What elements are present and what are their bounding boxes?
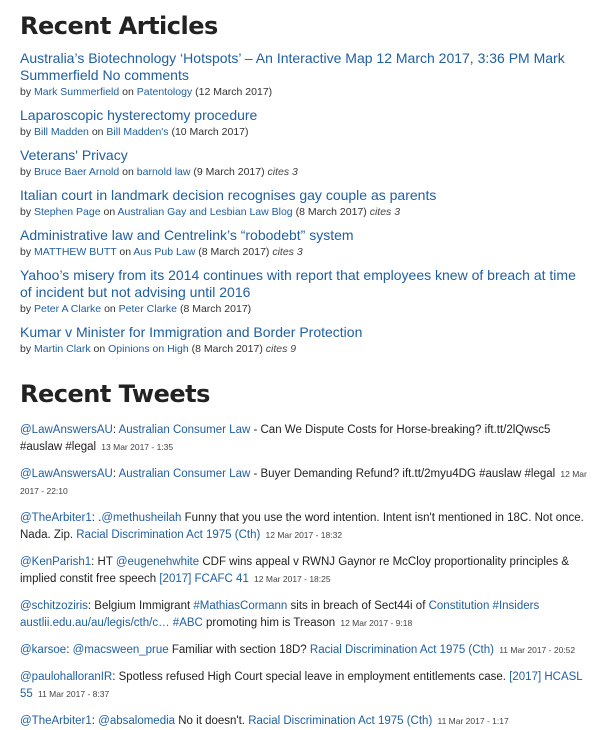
article-item bbox=[20, 147, 589, 179]
article-date: (9 March 2017) bbox=[193, 166, 265, 178]
tweet-item bbox=[20, 466, 589, 500]
tweet-text: : bbox=[91, 715, 99, 727]
article-cites: cites 3 bbox=[272, 246, 303, 258]
author-link[interactable]: Bill Madden bbox=[34, 126, 89, 138]
tweet-item bbox=[20, 598, 589, 632]
tweet-item bbox=[20, 642, 589, 659]
article-title-link[interactable]: Italian court in landmark decision recognises gay couple as parents bbox=[20, 187, 437, 203]
author-link[interactable]: Mark Summerfield bbox=[34, 86, 120, 98]
by-label: by bbox=[20, 126, 32, 138]
tweet-link[interactable]: @methusheilah bbox=[101, 512, 182, 524]
tweet-link[interactable]: #Insiders bbox=[492, 600, 540, 612]
tweet-text: Familiar with section 18D? bbox=[168, 644, 310, 656]
article-meta bbox=[20, 85, 589, 99]
author-link[interactable]: Martin Clark bbox=[34, 343, 91, 355]
article-item bbox=[20, 227, 589, 259]
article-title-link[interactable]: Administrative law and Centrelink’s “robodebt” system bbox=[20, 227, 354, 243]
tweet-time: 12 Mar 2017 - 18:25 bbox=[254, 574, 331, 584]
tweet-link[interactable]: Australian Consumer Law bbox=[118, 424, 251, 436]
article-date: (8 March 2017) bbox=[191, 343, 263, 355]
tweet-text: : bbox=[66, 644, 73, 656]
article-date: (8 March 2017) bbox=[179, 303, 252, 315]
tweet-time: 12 Mar 2017 - 18:32 bbox=[265, 530, 343, 540]
article-meta bbox=[20, 245, 589, 259]
on-label: on bbox=[104, 303, 116, 315]
article-item bbox=[20, 107, 589, 139]
article-title-link[interactable]: Kumar v Minister for Immigration and Border Protection bbox=[20, 324, 363, 340]
on-label: on bbox=[122, 86, 134, 98]
article-item bbox=[20, 187, 589, 219]
tweet-text: : HT bbox=[91, 556, 116, 568]
by-label: by bbox=[20, 343, 32, 355]
tweet-user-link[interactable]: @TheArbiter1 bbox=[20, 512, 92, 524]
by-label: by bbox=[20, 86, 32, 98]
author-link[interactable]: Bruce Baer Arnold bbox=[34, 166, 120, 178]
author-link[interactable]: Stephen Page bbox=[34, 206, 101, 218]
tweet-item bbox=[20, 554, 589, 588]
tweets-heading: Recent Tweets bbox=[20, 380, 210, 408]
author-link[interactable]: MATTHEW BUTT bbox=[34, 246, 117, 258]
article-item bbox=[20, 267, 589, 316]
tweet-text: CDF wins appeal v RWNJ Gaynor re McCloy proportionality principles & implied constit free speech bbox=[20, 556, 569, 585]
blog-link[interactable]: Patentology bbox=[136, 86, 193, 98]
tweet-time: 12 Mar 2017 - 22:10 bbox=[20, 469, 587, 496]
blog-link[interactable]: barnold law bbox=[136, 166, 191, 178]
article-title-link[interactable]: Australia’s Biotechnology ‘Hotspots’ – An Interactive Map 12 March 2017, 3:36 PM Mark Summerfield No comments bbox=[20, 50, 565, 83]
article-date: (10 March 2017) bbox=[171, 126, 249, 138]
article-meta bbox=[20, 342, 589, 356]
tweet-text: : Spotless refused High Court special leave in employment entitlements case. bbox=[112, 671, 510, 683]
article-cites: cites 3 bbox=[267, 166, 298, 178]
articles-heading: Recent Articles bbox=[20, 12, 218, 40]
tweet-time: 11 Mar 2017 - 8:37 bbox=[38, 689, 110, 699]
tweet-user-link[interactable]: @KenParish1 bbox=[20, 556, 92, 568]
on-label: on bbox=[93, 343, 106, 355]
by-label: by bbox=[20, 246, 32, 258]
article-item bbox=[20, 50, 589, 99]
tweet-time: 11 Mar 2017 - 1:17 bbox=[437, 716, 509, 726]
article-meta bbox=[20, 302, 589, 316]
blog-link[interactable]: Bill Madden's bbox=[106, 126, 169, 138]
tweet-link[interactable]: #MathiasCormann bbox=[193, 600, 288, 612]
tweet-item bbox=[20, 669, 589, 703]
tweet-user-link[interactable]: @karsoe bbox=[20, 644, 67, 656]
on-label: on bbox=[122, 166, 134, 178]
article-title-link[interactable]: Laparoscopic hysterectomy procedure bbox=[20, 107, 258, 123]
tweet-text: No it doesn't. bbox=[175, 715, 249, 727]
tweet-text: : . bbox=[91, 512, 102, 524]
tweet-user-link[interactable]: @TheArbiter1 bbox=[20, 715, 92, 727]
tweet-time: 11 Mar 2017 - 20:52 bbox=[499, 645, 576, 655]
author-link[interactable]: Peter A Clarke bbox=[34, 303, 102, 315]
tweet-text: - Buyer Demanding Refund? ift.tt/2myu4DG #auslaw #legal bbox=[250, 468, 556, 480]
tweet-item bbox=[20, 422, 589, 456]
tweet-link[interactable]: @macsween_prue bbox=[72, 644, 169, 656]
by-label: by bbox=[20, 206, 32, 218]
article-title-link[interactable]: Yahoo’s misery from its 2014 continues with report that employees knew of breach at time of incident but not advising until 2016 bbox=[20, 267, 576, 300]
tweet-link[interactable]: [2017] HCASL 55 bbox=[20, 671, 583, 700]
tweet-item bbox=[20, 510, 589, 544]
tweet-text: promoting him is Treason bbox=[202, 617, 336, 629]
on-label: on bbox=[103, 206, 116, 218]
tweet-link[interactable]: [2017] FCAFC 41 bbox=[159, 573, 249, 585]
tweet-link[interactable]: Racial Discrimination Act 1975 (Cth) bbox=[309, 644, 494, 656]
tweet-link[interactable]: austlii.edu.au/au/legis/cth/c… bbox=[20, 617, 170, 629]
tweets-list bbox=[20, 422, 589, 730]
tweet-text: sits in breach of Sect44i of bbox=[287, 600, 429, 612]
tweet-item bbox=[20, 713, 589, 730]
tweet-text: : bbox=[112, 468, 119, 480]
article-date: (8 March 2017) bbox=[198, 246, 270, 258]
article-meta bbox=[20, 125, 589, 139]
tweet-user-link[interactable]: @paulohalloranIR bbox=[20, 671, 113, 683]
on-label: on bbox=[91, 126, 104, 138]
tweet-text: : Belgium Immigrant bbox=[87, 600, 194, 612]
on-label: on bbox=[119, 246, 132, 258]
article-meta bbox=[20, 165, 589, 179]
blog-link[interactable]: Aus Pub Law bbox=[133, 246, 196, 258]
blog-link[interactable]: Opinions on High bbox=[108, 343, 189, 355]
tweet-link[interactable]: Racial Discrimination Act 1975 (Cth) bbox=[248, 715, 433, 727]
article-cites: cites 3 bbox=[369, 206, 401, 218]
tweet-link[interactable]: @eugenehwhite bbox=[115, 556, 200, 568]
by-label: by bbox=[20, 166, 32, 178]
article-date: (8 March 2017) bbox=[295, 206, 367, 218]
tweet-link[interactable]: Racial Discrimination Act 1975 (Cth) bbox=[76, 529, 261, 541]
tweet-link[interactable]: Constitution bbox=[428, 600, 490, 612]
tweet-user-link[interactable]: @LawAnswersAU bbox=[20, 468, 113, 480]
tweet-link[interactable]: @absalomedia bbox=[98, 715, 176, 727]
article-date: (12 March 2017) bbox=[195, 86, 273, 98]
tweet-text: : bbox=[112, 424, 119, 436]
blog-link[interactable]: Peter Clarke bbox=[118, 303, 178, 315]
tweet-text: Funny that you use the word intention. Intent isn't mentioned in 18C. Not once. Nada. Zip. bbox=[20, 512, 584, 541]
article-item bbox=[20, 324, 589, 356]
article-meta bbox=[20, 205, 589, 219]
tweet-time: 12 Mar 2017 - 9:18 bbox=[340, 618, 413, 628]
articles-list bbox=[20, 50, 589, 356]
by-label: by bbox=[20, 303, 32, 315]
tweet-link[interactable]: Australian Consumer Law bbox=[118, 468, 251, 480]
article-cites: cites 9 bbox=[265, 343, 297, 355]
tweet-user-link[interactable]: @LawAnswersAU bbox=[20, 424, 113, 436]
article-title-link[interactable]: Veterans' Privacy bbox=[20, 147, 128, 163]
tweet-text: - Can We Dispute Costs for Horse-breaking? ift.tt/2lQwsc5 #auslaw #legal bbox=[20, 424, 551, 453]
tweet-link[interactable]: #ABC bbox=[172, 617, 203, 629]
blog-link[interactable]: Australian Gay and Lesbian Law Blog bbox=[117, 206, 293, 218]
tweet-user-link[interactable]: @schitzoziris bbox=[20, 600, 88, 612]
tweet-time: 13 Mar 2017 - 1:35 bbox=[101, 442, 174, 452]
